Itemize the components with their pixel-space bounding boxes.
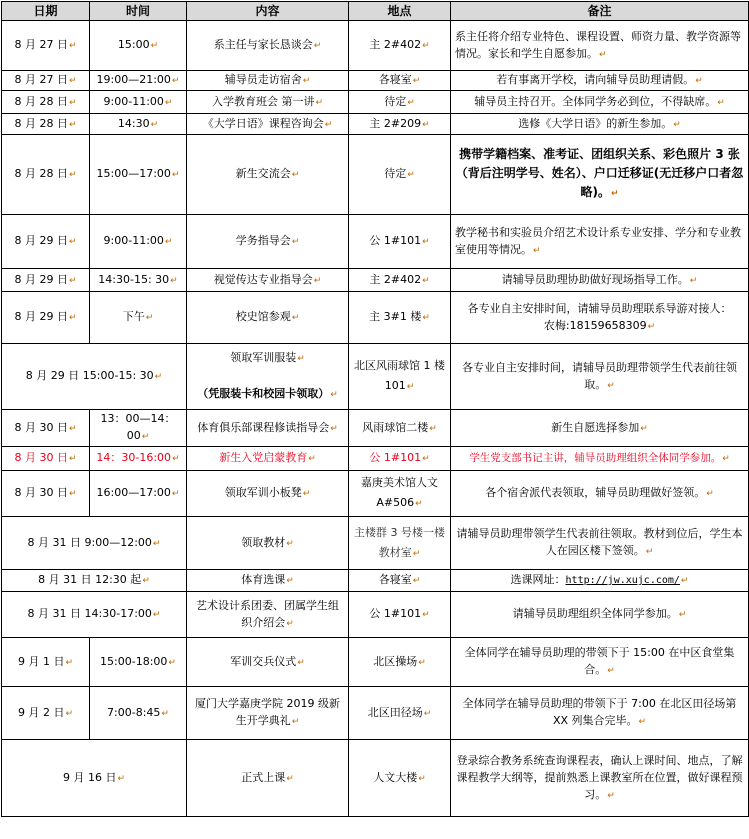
cell-place: 北区操场↵ [349,638,451,687]
table-row [2,269,749,292]
cell-date: 8 月 27 日↵ [2,71,90,91]
cell-content: 系主任与家长恳谈会↵ [187,21,349,71]
cell-remark: 全体同学在辅导员助理的带领下于 7:00 在北区田径场第 XX 列集合完毕。↵ [451,687,749,740]
cell-place: 主 2#209↵ [349,114,451,135]
cell-date: 8 月 30 日↵ [2,471,90,517]
cell-content: 领取教材↵ [187,517,349,570]
cell-date: 8 月 29 日↵ [2,292,90,344]
cell-time: 15:00↵ [90,21,187,71]
cell-time: 16:00—17:00↵ [90,471,187,517]
cell-date: 8 月 31 日 14:30-17:00↵ [2,592,187,638]
cell-remark: 登录综合教务系统查询课程表，确认上课时间、地点，了解课程教学大纲等，提前熟悉上课教室所在位置，做好课程预习。↵ [451,740,749,817]
table-row [2,410,749,447]
cell-remark: 教学秘书和实验员介绍艺术设计系专业安排、学分和专业教室使用等情况。↵ [451,215,749,269]
guide-contact: 农梅:18159658309 [543,318,647,332]
cell-date: 9 月 16 日↵ [2,740,187,817]
cell-place: 嘉庚美术馆人文 A#506↵ [349,471,451,517]
table-row [2,570,749,592]
cell-content: 领取军训小板凳↵ [187,471,349,517]
cell-place: 风雨球馆二楼↵ [349,410,451,447]
header-time: 时间 [90,2,187,21]
cell-content: 视觉传达专业指导会↵ [187,269,349,292]
cell-place: 公 1#101↵ [349,447,451,471]
cell-content: 体育俱乐部课程修读指导会↵ [187,410,349,447]
cell-place: 各寝室↵ [349,71,451,91]
cell-remark: 携带学籍档案、准考证、团组织关系、彩色照片 3 张（背后注明学号、姓名）、户口迁移证(无迁移户口者忽略)。↵ [451,135,749,215]
cell-place: 待定↵ [349,135,451,215]
cell-remark: 学生党支部书记主讲，辅导员助理组织全体同学参加。↵ [451,447,749,471]
cell-date: 8 月 31 日 12:30 起↵ [2,570,187,592]
cell-content: 《大学日语》课程咨询会↵ [187,114,349,135]
cell-time: 19:00—21:00↵ [90,71,187,91]
table-row [2,135,749,215]
cell-time: 14:30-15: 30↵ [90,269,187,292]
cell-content: 领取军训服装↵ （凭服装卡和校园卡领取）↵ [187,344,349,410]
cell-date: 8 月 30 日↵ [2,447,90,471]
cell-date: 8 月 28 日↵ [2,135,90,215]
header-date: 日期 [2,2,90,21]
table-row [2,91,749,114]
cell-date: 8 月 30 日↵ [2,410,90,447]
table-row [2,215,749,269]
cell-place: 人文大楼↵ [349,740,451,817]
table-row [2,471,749,517]
cell-content: 体育选课↵ [187,570,349,592]
cell-time: 9:00-11:00↵ [90,91,187,114]
cell-time: 9:00-11:00↵ [90,215,187,269]
cell-place: 主 3#1 楼↵ [349,292,451,344]
cell-content: 军训交兵仪式↵ [187,638,349,687]
cell-content: 新生交流会↵ [187,135,349,215]
cell-remark: 选课网址：http://jw.xujc.com/↵ [451,570,749,592]
cell-date: 8 月 31 日 9:00—12:00↵ [2,517,187,570]
table-row [2,687,749,740]
cell-remark: 各专业自主安排时间，请辅导员助理联系导游对接人： 农梅:18159658309↵ [451,292,749,344]
cell-remark: 各个宿舍派代表领取，辅导员助理做好签领。↵ [451,471,749,517]
cell-remark: 请辅导员助理组织全体同学参加。↵ [451,592,749,638]
cell-remark: 选修《大学日语》的新生参加。↵ [451,114,749,135]
cell-content: 学务指导会↵ [187,215,349,269]
cell-date: 8 月 29 日↵ [2,215,90,269]
cell-date: 8 月 27 日↵ [2,21,90,71]
header-place: 地点 [349,2,451,21]
cell-date: 8 月 29 日 15:00-15: 30↵ [2,344,187,410]
cell-content: 辅导员走访宿舍↵ [187,71,349,91]
cell-content: 正式上课↵ [187,740,349,817]
table-row [2,21,749,71]
cell-place: 各寝室↵ [349,570,451,592]
cell-remark: 辅导员主持召开。全体同学务必到位，不得缺席。↵ [451,91,749,114]
cell-date: 9 月 1 日↵ [2,638,90,687]
table-row [2,517,749,570]
header-row [2,2,749,21]
cell-place: 主楼群 3 号楼一楼教材室↵ [349,517,451,570]
cell-content: 校史馆参观↵ [187,292,349,344]
cell-remark: 请辅导员助理带领学生代表前往领取。教材到位后，学生本人在园区楼下签领。↵ [451,517,749,570]
table-row [2,344,749,410]
table-row [2,740,749,817]
cell-remark: 各专业自主安排时间，请辅导员助理带领学生代表前往领取。↵ [451,344,749,410]
schedule-table [1,1,749,817]
cell-time: 7:00-8:45↵ [90,687,187,740]
header-content: 内容 [187,2,349,21]
cell-time: 13：00—14：00↵ [90,410,187,447]
cell-date: 8 月 28 日↵ [2,114,90,135]
cell-remark: 全体同学在辅导员助理的带领下于 15:00 在中区食堂集合。↵ [451,638,749,687]
table-row [2,114,749,135]
cell-date: 8 月 28 日↵ [2,91,90,114]
cell-remark: 系主任将介绍专业特色、课程设置、师资力量、教学资源等情况。家长和学生自愿参加。↵ [451,21,749,71]
cell-time: 下午↵ [90,292,187,344]
cell-content: 新生入党启蒙教育↵ [187,447,349,471]
cell-content: 厦门大学嘉庚学院 2019 级新生开学典礼↵ [187,687,349,740]
cell-time: 14:30↵ [90,114,187,135]
cell-place: 主 2#402↵ [349,269,451,292]
table-row [2,71,749,91]
header-remark: 备注 [451,2,749,21]
table-row [2,592,749,638]
cell-content: 艺术设计系团委、团属学生组织介绍会↵ [187,592,349,638]
cell-content: 入学教育班会 第一讲↵ [187,91,349,114]
cell-date: 9 月 2 日↵ [2,687,90,740]
cell-remark: 新生自愿选择参加↵ [451,410,749,447]
cell-remark: 请辅导员助理协助做好现场指导工作。↵ [451,269,749,292]
cell-date: 8 月 29 日↵ [2,269,90,292]
cell-time: 15:00-18:00↵ [90,638,187,687]
cell-place: 待定↵ [349,91,451,114]
cell-place: 主 2#402↵ [349,21,451,71]
cell-remark: 若有事离开学校，请向辅导员助理请假。↵ [451,71,749,91]
cell-place: 公 1#101↵ [349,215,451,269]
cell-time: 15:00—17:00↵ [90,135,187,215]
cell-time: 14：30-16:00↵ [90,447,187,471]
table-row [2,638,749,687]
cell-place: 北区田径场↵ [349,687,451,740]
table-row [2,292,749,344]
table-row-highlighted [2,447,749,471]
cell-place: 北区风雨球馆 1 楼 101↵ [349,344,451,410]
course-selection-link[interactable]: http://jw.xujc.com/ [565,575,680,586]
cell-place: 公 1#101↵ [349,592,451,638]
